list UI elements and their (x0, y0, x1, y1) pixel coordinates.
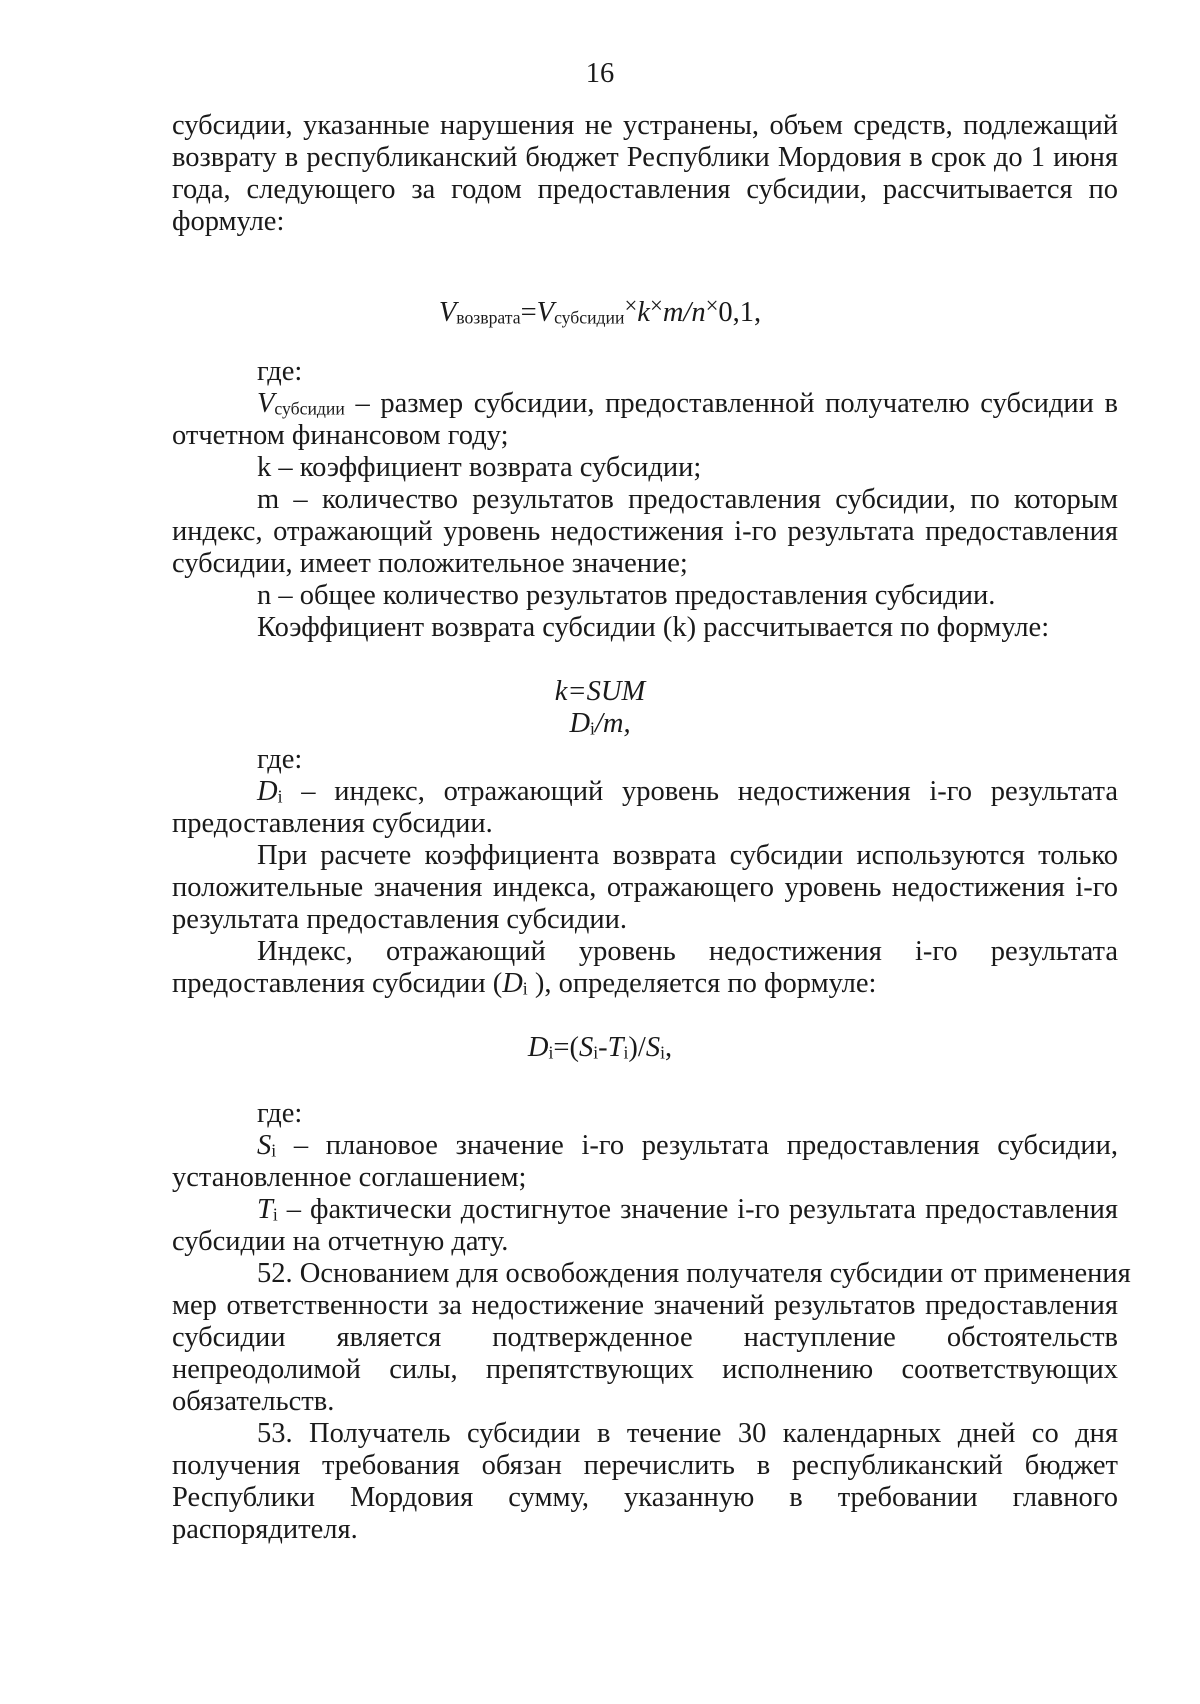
where-label: где: (257, 744, 303, 775)
text-line: формуле: (172, 206, 285, 237)
where-label: где: (257, 1098, 303, 1129)
page-number: 16 (585, 58, 615, 89)
text-line: субсидии, указанные нарушения не устранены, объем средств, подлежащий (172, 110, 1118, 141)
text-line: года, следующего за годом предоставления субсидии, рассчитывается по (172, 174, 1118, 205)
k-intro: Коэффициент возврата субсидии (k) рассчитывается по формуле: (257, 612, 1050, 643)
document-page: 16 субсидии, указанные нарушения не устранены, объем средств, подлежащий возврату в республиканский бюджет Республики Мордовия в срок до 1 июня года, следующего за годом предоставления субсидии, рассчитывается по формуле: $V_{возврата}=V_{субсидии}^\times k^\times m/n^\times 0,1$, где: $V_{субсидии}$ – размер субсидии, предоставленной получателю субсидии в отчетном финансовом году; k – коэффициент возврата субсидии; m – количество результатов предоставления субсидии, по которым индекс, отражающий уровень недостижения i-го результата предоставления субсидии, имеет положительное значение; n – общее количество результатов предоставления субсидии. Коэффициент возврата субсидии (k) рассчитывается по формуле: k=SUM $D_i/m$, где: $D_i$ – индекс, отражающий уровень недостижения i-го результата предоставления субсидии. При расчете коэффициента возврата субсидии используются только положительные значения индекса, отражающего уровень недостижения i-го результата предоставления субсидии. Индекс, отражающий уровень недостижения i-го результата предоставления субсидии ($D_i$ ), определяется по формуле: $D_i=(S_i-T_i)/S_i$, где: $S_i$ – плановое значение i-го результата предоставления субсидии, установленное соглашением; $T_i$ – фактически достигнутое значение i-го результата предоставления субсидии на отчетную дату. 52. Основанием для освобождения получателя субсидии от применения мер ответственности за недостижение значений результатов предоставления субсидии является подтвержденное наступление обстоятельств непреодолимой силы, препятствующих исполнению соответствующих обязательств. 53. Получатель субсидии в течение 30 календарных дней со дня получения требования обязан перечислить в республиканский бюджет Республики Мордовия сумму, указанную в требовании главного распорядителя. (0, 0, 1200, 1704)
definition-k: k – коэффициент возврата субсидии; (257, 452, 702, 483)
definition-n: n – общее количество результатов предоставления субсидии. (257, 580, 996, 611)
formula-index: $D_i=(S_i-T_i)/S_i$, (527, 1032, 673, 1063)
where-label: где: (257, 356, 303, 387)
formula-return-volume: $V_{возврата}=V_{субсидии}^\times k^\times m/n^\times 0,1$, (438, 293, 762, 328)
text-line: возврату в республиканский бюджет Республики Мордовия в срок до 1 июня (172, 142, 1118, 173)
